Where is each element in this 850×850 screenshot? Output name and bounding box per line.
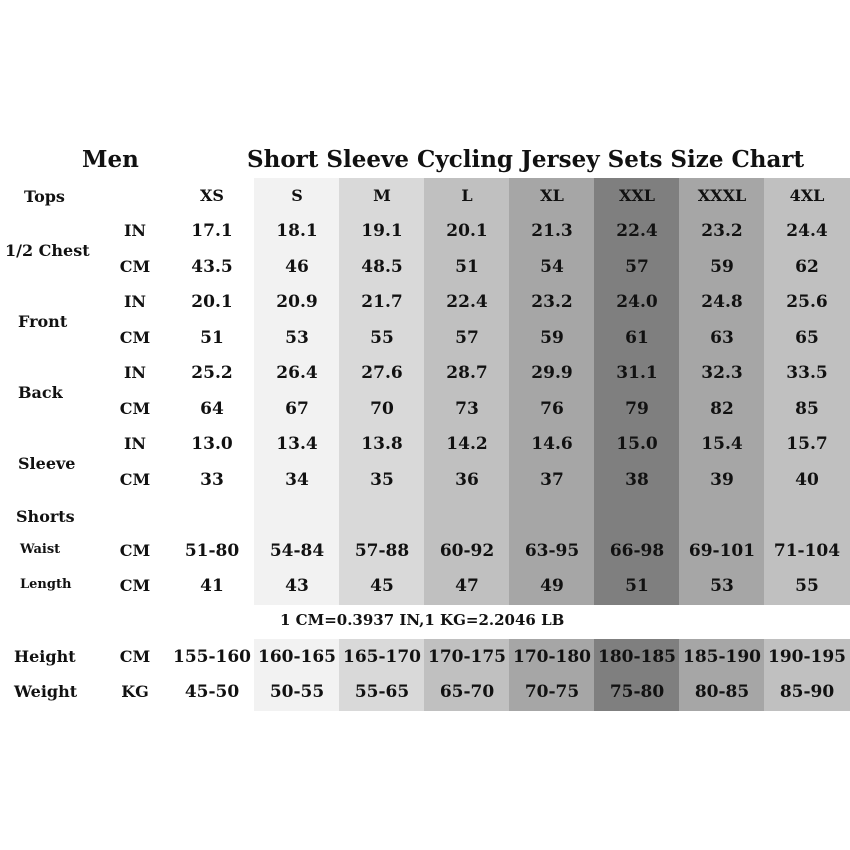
measurement-label: Front (18, 312, 68, 331)
measurement-value: 38 (625, 470, 649, 490)
size-label: XXL (618, 186, 656, 205)
tops-section-label: Tops (24, 187, 65, 206)
size-label: XL (540, 186, 564, 205)
measurement-value: 33 (200, 470, 224, 490)
measurement-value: 26.4 (276, 363, 318, 383)
unit-label: IN (123, 363, 147, 382)
measurement-value: 13.8 (361, 434, 403, 454)
body-size-value: 155-160 (172, 647, 252, 667)
measurement-value: 51 (200, 328, 224, 348)
measurement-value: 53 (285, 328, 309, 348)
measurement-value: 55 (795, 576, 819, 596)
measurement-value: 43.5 (191, 257, 233, 277)
size-label: S (291, 186, 303, 205)
measurement-value: 51 (455, 257, 479, 277)
measurement-label: Back (18, 383, 63, 402)
body-size-value: 65-70 (439, 682, 495, 702)
measurement-value: 21.7 (361, 292, 403, 312)
body-size-value: 190-195 (767, 647, 847, 667)
unit-label: CM (119, 647, 151, 666)
unit-label: IN (123, 292, 147, 311)
measurement-value: 47 (455, 576, 479, 596)
body-size-value: 80-85 (694, 682, 750, 702)
measurement-value: 37 (540, 470, 564, 490)
unit-label: CM (119, 328, 151, 347)
measurement-value: 23.2 (701, 221, 743, 241)
body-size-value: 160-165 (257, 647, 337, 667)
measurement-value: 46 (285, 257, 309, 277)
gender-title: Men (82, 146, 139, 173)
measurement-value: 24.4 (786, 221, 828, 241)
shorts-section-label: Shorts (16, 507, 75, 526)
measurement-value: 20.9 (276, 292, 318, 312)
measurement-value: 76 (540, 399, 564, 419)
measurement-value: 69-101 (688, 541, 756, 561)
measurement-value: 40 (795, 470, 819, 490)
measurement-value: 41 (200, 576, 224, 596)
measurement-value: 15.7 (786, 434, 828, 454)
measurement-value: 57 (455, 328, 479, 348)
measurement-value: 33.5 (786, 363, 828, 383)
measurement-label: Sleeve (18, 454, 76, 473)
measurement-value: 51-80 (184, 541, 240, 561)
measurement-value: 55 (370, 328, 394, 348)
measurement-value: 20.1 (191, 292, 233, 312)
measurement-value: 49 (540, 576, 564, 596)
measurement-value: 29.9 (531, 363, 573, 383)
measurement-value: 54 (540, 257, 564, 277)
measurement-value: 59 (710, 257, 734, 277)
body-size-value: 50-55 (269, 682, 325, 702)
body-size-value: 170-175 (427, 647, 507, 667)
measurement-value: 19.1 (361, 221, 403, 241)
body-measurement-label: Weight (14, 682, 78, 701)
measurement-value: 57 (625, 257, 649, 277)
shorts-measurement-label: Length (20, 577, 72, 592)
measurement-value: 45 (370, 576, 394, 596)
measurement-value: 15.0 (616, 434, 658, 454)
measurement-value: 22.4 (446, 292, 488, 312)
size-label: XXXL (697, 186, 747, 205)
measurement-label: 1/2 Chest (5, 241, 90, 260)
measurement-value: 79 (625, 399, 649, 419)
chart-title: Short Sleeve Cycling Jersey Sets Size Chart (247, 146, 805, 173)
size-label: XS (200, 186, 224, 205)
measurement-value: 13.0 (191, 434, 233, 454)
measurement-value: 43 (285, 576, 309, 596)
measurement-value: 67 (285, 399, 309, 419)
measurement-value: 85 (795, 399, 819, 419)
size-label: L (461, 186, 473, 205)
body-size-value: 45-50 (184, 682, 240, 702)
unit-label: CM (119, 470, 151, 489)
measurement-value: 60-92 (439, 541, 495, 561)
measurement-value: 51 (625, 576, 649, 596)
measurement-value: 73 (455, 399, 479, 419)
measurement-value: 17.1 (191, 221, 233, 241)
body-size-value: 185-190 (682, 647, 762, 667)
measurement-value: 39 (710, 470, 734, 490)
measurement-value: 35 (370, 470, 394, 490)
measurement-value: 18.1 (276, 221, 318, 241)
measurement-value: 36 (455, 470, 479, 490)
size-label: M (373, 186, 391, 205)
measurement-value: 57-88 (354, 541, 410, 561)
measurement-value: 31.1 (616, 363, 658, 383)
measurement-value: 70 (370, 399, 394, 419)
size-label: 4XL (789, 186, 825, 205)
measurement-value: 14.2 (446, 434, 488, 454)
measurement-value: 34 (285, 470, 309, 490)
unit-label: IN (123, 434, 147, 453)
measurement-value: 14.6 (531, 434, 573, 454)
unit-label: KG (121, 682, 149, 701)
body-size-value: 180-185 (597, 647, 677, 667)
body-size-value: 55-65 (354, 682, 410, 702)
body-size-value: 85-90 (779, 682, 835, 702)
measurement-value: 25.6 (786, 292, 828, 312)
unit-label: CM (119, 541, 151, 560)
measurement-value: 53 (710, 576, 734, 596)
unit-label: IN (123, 221, 147, 240)
measurement-value: 61 (625, 328, 649, 348)
measurement-value: 20.1 (446, 221, 488, 241)
shorts-measurement-label: Waist (20, 542, 61, 557)
measurement-value: 27.6 (361, 363, 403, 383)
measurement-value: 66-98 (609, 541, 665, 561)
measurement-value: 62 (795, 257, 819, 277)
measurement-value: 82 (710, 399, 734, 419)
measurement-value: 71-104 (773, 541, 841, 561)
measurement-value: 65 (795, 328, 819, 348)
measurement-value: 13.4 (276, 434, 318, 454)
measurement-value: 48.5 (361, 257, 403, 277)
measurement-value: 59 (540, 328, 564, 348)
body-size-value: 165-170 (342, 647, 422, 667)
measurement-value: 24.0 (616, 292, 658, 312)
measurement-value: 15.4 (701, 434, 743, 454)
unit-label: CM (119, 399, 151, 418)
measurement-value: 23.2 (531, 292, 573, 312)
measurement-value: 22.4 (616, 221, 658, 241)
measurement-value: 64 (200, 399, 224, 419)
body-size-value: 170-180 (512, 647, 592, 667)
measurement-value: 25.2 (191, 363, 233, 383)
unit-label: CM (119, 576, 151, 595)
conversion-note: 1 CM=0.3937 IN,1 KG=2.2046 LB (280, 611, 565, 629)
measurement-value: 21.3 (531, 221, 573, 241)
body-size-value: 75-80 (609, 682, 665, 702)
body-measurement-label: Height (14, 647, 76, 666)
unit-label: CM (119, 257, 151, 276)
body-size-value: 70-75 (524, 682, 580, 702)
measurement-value: 32.3 (701, 363, 743, 383)
measurement-value: 54-84 (269, 541, 325, 561)
measurement-value: 28.7 (446, 363, 488, 383)
measurement-value: 63-95 (524, 541, 580, 561)
measurement-value: 63 (710, 328, 734, 348)
measurement-value: 24.8 (701, 292, 743, 312)
